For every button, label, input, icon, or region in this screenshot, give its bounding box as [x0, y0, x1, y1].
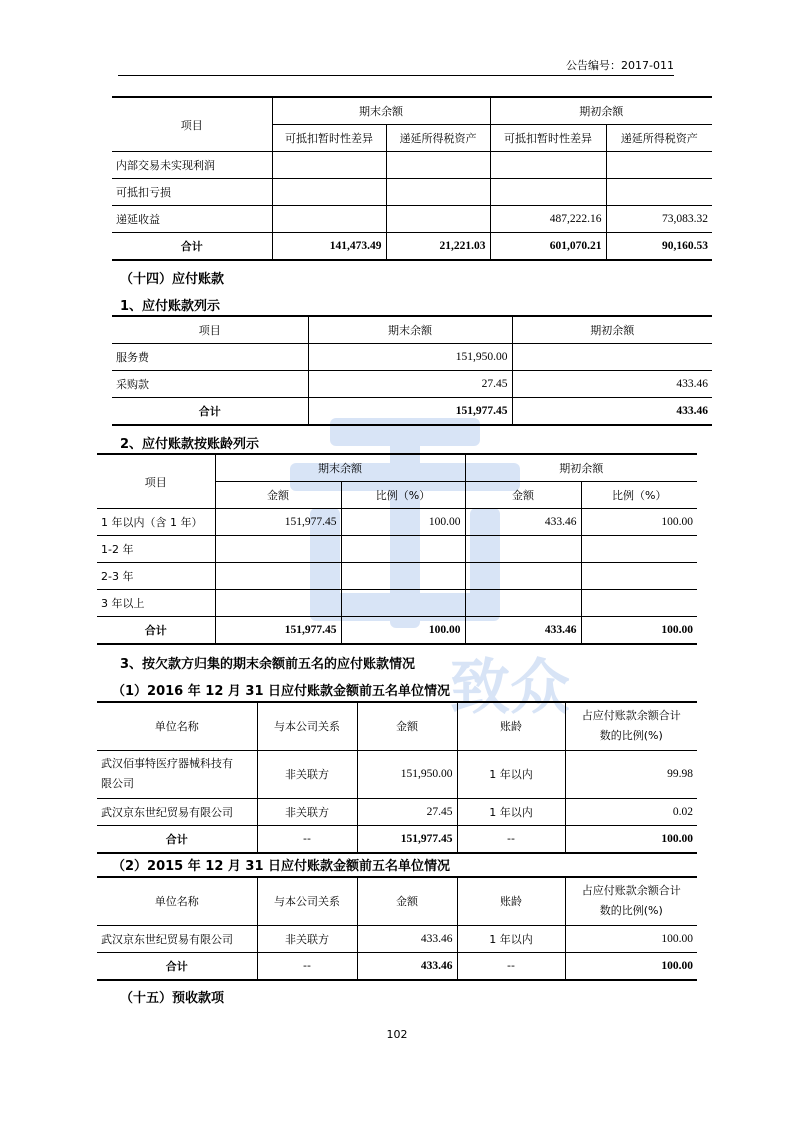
- cell: [341, 563, 465, 590]
- cell: 601,070.21: [490, 233, 606, 261]
- col-begin-balance: 期初余额: [465, 454, 697, 482]
- cell: 151,977.45: [308, 398, 512, 426]
- cell: 151,950.00: [357, 750, 457, 798]
- cell: 100.00: [341, 617, 465, 645]
- cell: [512, 344, 712, 371]
- sub-temp-diff: 可抵扣暂时性差异: [272, 125, 386, 152]
- col-age: 账龄: [457, 877, 565, 925]
- row-label: 可抵扣亏损: [112, 179, 272, 206]
- table-row: [112, 179, 712, 206]
- cell: --: [457, 825, 565, 853]
- cell: 99.98: [565, 750, 697, 798]
- cell: 27.45: [308, 371, 512, 398]
- cell: 433.46: [357, 925, 457, 952]
- table-row: [97, 925, 697, 952]
- table-row: [97, 590, 697, 617]
- total-row: [97, 952, 697, 980]
- col-age: 账龄: [457, 702, 565, 750]
- deferred-tax-table: [112, 96, 712, 261]
- section-subheading: （1）2016 年 12 月 31 日应付账款金额前五名单位情况: [112, 684, 451, 699]
- cell: [581, 536, 697, 563]
- cell: 141,473.49: [272, 233, 386, 261]
- cell: [341, 590, 465, 617]
- row-label-line2: 限公司: [101, 777, 134, 790]
- row-label: 1 年以内（含 1 年）: [97, 509, 215, 536]
- ap-age-table: [97, 453, 697, 645]
- cell: [215, 590, 341, 617]
- total-label: 合计: [112, 233, 272, 261]
- cell: 100.00: [581, 509, 697, 536]
- sub-amount: 金额: [465, 482, 581, 509]
- cell: 151,977.45: [215, 509, 341, 536]
- col-ratio-line1: 占应付账款余额合计: [581, 884, 681, 898]
- sub-temp-diff: 可抵扣暂时性差异: [490, 125, 606, 152]
- cell: 151,950.00: [308, 344, 512, 371]
- cell: 100.00: [565, 925, 697, 952]
- table-row: [97, 536, 697, 563]
- cell: 100.00: [565, 952, 697, 980]
- cell: --: [457, 952, 565, 980]
- col-amount: 金额: [357, 877, 457, 925]
- col-ratio: [565, 877, 697, 925]
- row-label: 3 年以上: [97, 590, 215, 617]
- row-label: 服务费: [112, 344, 308, 371]
- cell: 433.46: [357, 952, 457, 980]
- total-label: 合计: [97, 825, 257, 853]
- col-relation: 与本公司关系: [257, 877, 357, 925]
- section-subheading: 2、应付账款按账龄列示: [120, 437, 260, 452]
- cell: [606, 179, 712, 206]
- cell: [490, 152, 606, 179]
- row-label: [97, 750, 257, 798]
- col-relation: 与本公司关系: [257, 702, 357, 750]
- row-label: 武汉京东世纪贸易有限公司: [97, 925, 257, 952]
- cell: [490, 179, 606, 206]
- col-item: 项目: [97, 454, 215, 509]
- cell: 151,977.45: [357, 825, 457, 853]
- notice-number: 公告编号：2017-011: [566, 59, 674, 72]
- total-label: 合计: [97, 617, 215, 645]
- col-end-balance: 期末余额: [272, 97, 490, 125]
- watermark-text: 致众: [450, 653, 570, 718]
- cell: --: [257, 952, 357, 980]
- cell: [581, 590, 697, 617]
- cell: [272, 206, 386, 233]
- top5-2016-table: [97, 701, 697, 854]
- cell: [581, 563, 697, 590]
- top5-2015-table: [97, 876, 697, 981]
- ap-list-table: [112, 315, 712, 426]
- cell: [386, 152, 490, 179]
- total-label: 合计: [112, 398, 308, 426]
- section-subheading: （2）2015 年 12 月 31 日应付账款金额前五名单位情况: [112, 859, 451, 874]
- col-unit-name: 单位名称: [97, 702, 257, 750]
- cell: [465, 536, 581, 563]
- page-number: 102: [386, 1028, 408, 1041]
- col-ratio-line2: 数的比例(%): [599, 904, 663, 918]
- sub-amount: 金额: [215, 482, 341, 509]
- col-begin-balance: 期初余额: [512, 316, 712, 344]
- row-label: 采购款: [112, 371, 308, 398]
- sub-deferred-asset: 递延所得税资产: [606, 125, 712, 152]
- row-label: 内部交易未实现利润: [112, 152, 272, 179]
- cell: 433.46: [512, 398, 712, 426]
- cell: [341, 536, 465, 563]
- cell: [272, 179, 386, 206]
- cell: [606, 152, 712, 179]
- cell: --: [257, 825, 357, 853]
- col-ratio-line1: 占应付账款余额合计: [581, 709, 681, 723]
- cell: 487,222.16: [490, 206, 606, 233]
- col-ratio-line2: 数的比例(%): [599, 729, 663, 743]
- total-row: [97, 617, 697, 645]
- row-label: 武汉京东世纪贸易有限公司: [97, 798, 257, 825]
- cell: [465, 563, 581, 590]
- row-label: 2-3 年: [97, 563, 215, 590]
- cell: 1 年以内: [457, 925, 565, 952]
- total-row: [97, 825, 697, 853]
- row-label: 递延收益: [112, 206, 272, 233]
- col-item: 项目: [112, 97, 272, 152]
- cell: 433.46: [512, 371, 712, 398]
- cell: 151,977.45: [215, 617, 341, 645]
- cell: 0.02: [565, 798, 697, 825]
- cell: 非关联方: [257, 798, 357, 825]
- cell: 27.45: [357, 798, 457, 825]
- cell: 100.00: [341, 509, 465, 536]
- table-row: [112, 152, 712, 179]
- cell: 21,221.03: [386, 233, 490, 261]
- section-subheading: 1、应付账款列示: [120, 299, 221, 314]
- col-end-balance: 期末余额: [308, 316, 512, 344]
- cell: [386, 179, 490, 206]
- total-row: [112, 233, 712, 261]
- cell: 100.00: [581, 617, 697, 645]
- cell: 90,160.53: [606, 233, 712, 261]
- sub-ratio: 比例（%）: [581, 482, 697, 509]
- table-row: [112, 206, 712, 233]
- cell: [272, 152, 386, 179]
- table-row: [97, 750, 697, 798]
- total-row: [112, 398, 712, 426]
- section-subheading: 3、按欠款方归集的期末余额前五名的应付账款情况: [120, 657, 416, 672]
- table-row: [97, 509, 697, 536]
- cell: [215, 536, 341, 563]
- header-rule: [118, 75, 674, 76]
- col-begin-balance: 期初余额: [490, 97, 712, 125]
- col-ratio: [565, 702, 697, 750]
- cell: 非关联方: [257, 925, 357, 952]
- cell: [465, 590, 581, 617]
- table-row: [112, 371, 712, 398]
- row-label: 1-2 年: [97, 536, 215, 563]
- cell: [215, 563, 341, 590]
- cell: 433.46: [465, 617, 581, 645]
- section-heading: （十四）应付账款: [120, 272, 225, 287]
- cell: 非关联方: [257, 750, 357, 798]
- table-row: [112, 344, 712, 371]
- cell: [386, 206, 490, 233]
- cell: 100.00: [565, 825, 697, 853]
- row-label-line1: 武汉佰事特医疗器械科技有: [101, 757, 233, 770]
- col-unit-name: 单位名称: [97, 877, 257, 925]
- cell: 433.46: [465, 509, 581, 536]
- table-row: [97, 798, 697, 825]
- table-row: [97, 563, 697, 590]
- sub-deferred-asset: 递延所得税资产: [386, 125, 490, 152]
- cell: 73,083.32: [606, 206, 712, 233]
- total-label: 合计: [97, 952, 257, 980]
- cell: 1 年以内: [457, 798, 565, 825]
- cell: 1 年以内: [457, 750, 565, 798]
- sub-ratio: 比例（%）: [341, 482, 465, 509]
- col-amount: 金额: [357, 702, 457, 750]
- col-item: 项目: [112, 316, 308, 344]
- section-heading: （十五）预收款项: [120, 991, 225, 1006]
- col-end-balance: 期末余额: [215, 454, 465, 482]
